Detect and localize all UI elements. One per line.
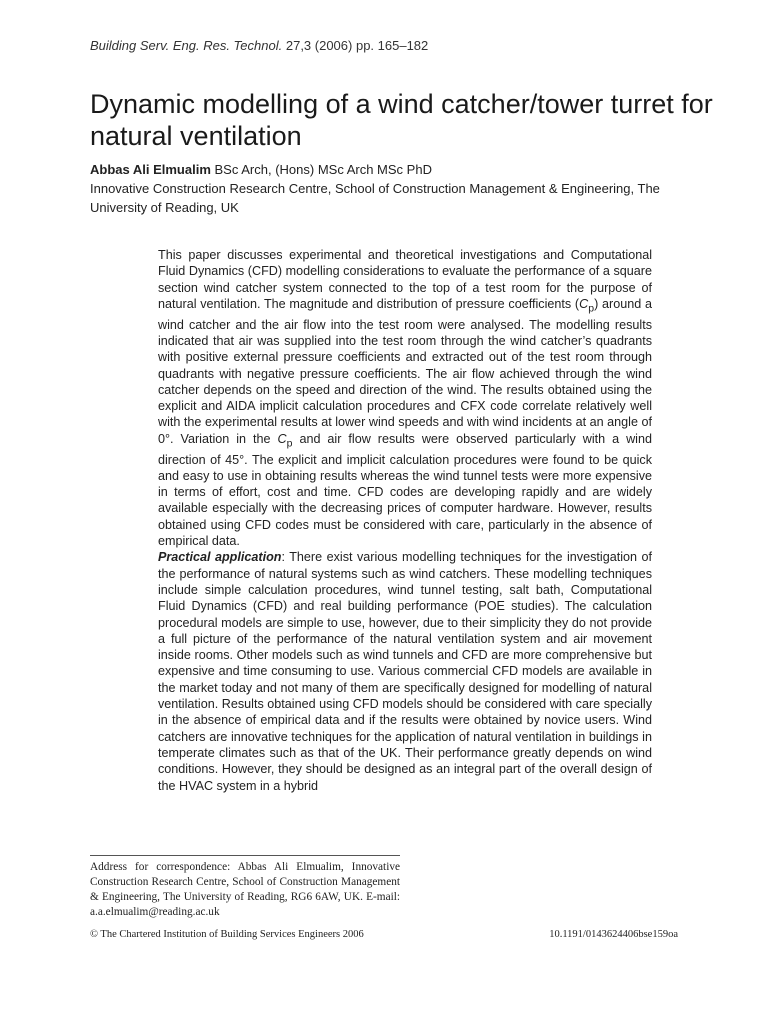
- author-name: Abbas Ali Elmualim: [90, 162, 211, 177]
- practical-application-label: Practical application: [158, 550, 282, 565]
- correspondence-footnote: Address for correspondence: Abbas Ali Elmualim, Innovative Construction Research Centre, School of Construction Management & Engineering, The University of Reading, RG6 6AW, UK. E-mail: a.a.elmualim@reading.ac.uk: [90, 855, 400, 920]
- author-affiliation: Innovative Construction Research Centre, School of Construction Management & Engineering, The University of Reading, UK: [90, 181, 660, 215]
- cp-symbol-2: C: [277, 431, 287, 446]
- journal-name: Building Serv. Eng. Res. Technol.: [90, 38, 283, 53]
- cp-subscript: p: [588, 302, 595, 315]
- doi-identifier: 10.1191/0143624406bse159oa: [549, 929, 678, 940]
- copyright-notice: © The Chartered Institution of Building Services Engineers 2006: [90, 929, 364, 940]
- abstract-text-2: ) around a wind catcher and the air flow into the test room were analysed. The modelling results indicated that air was supplied into the test room through the wind catcher’s quadrants with positive external pressure coefficients and extracted out of the test room through quadrants with negative pressure coefficients. The air flow achieved through the wind catcher depends on the speed and direction of the wind. The results obtained using the explicit and AIDA implicit calculation procedures and CFX code correlate relatively well with the experimental results at lower wind speeds and with wind incidents at an angle of 0°. Variation in the: [158, 296, 652, 446]
- abstract-text-1: This paper discusses experimental and theoretical investigations and Computational Fluid Dynamics (CFD) modelling considerations to evaluate the performance of a square section wind catcher system connected to the top of a test room for the purpose of natural ventilation. The magnitude and distribution of pressure coefficients (: [158, 248, 652, 311]
- cp-subscript-2: p: [286, 437, 293, 450]
- practical-application-text: : There exist various modelling techniques for the investigation of the performance of natural systems such as wind catchers. These modelling techniques include simple calculation procedures, wind tunnel testing, salt bath, Computational Fluid Dynamics (CFD) and real building performance (POE studies). The calculation procedural models are simple to use, however, due to their simplicity they do not provide a full picture of the performance of the natural ventilation system and air movement inside rooms. Other models such as wind tunnels and CFD are more comprehensive but expensive and time consuming to use. Various commercial CFD models are available in the market today and not many of them are specifically designed for modelling of natural ventilation. Results obtained using CFD models should be considered with care specially in the absence of empirical data and if the results were obtained by novice users. Wind catchers are innovative techniques for the application of natural ventilation in buildings in temperate climates such as that of the UK. Their performance greatly depends on wind conditions. However, they should be designed as an integral part of the overall design of the HVAC system in a hybrid: [158, 550, 652, 793]
- journal-header: [90, 38, 428, 53]
- author-block: [90, 160, 710, 217]
- cp-symbol: C: [579, 296, 589, 311]
- practical-application-paragraph: [158, 549, 652, 793]
- abstract-paragraph: [158, 247, 652, 549]
- journal-citation: 27,3 (2006) pp. 165–182: [285, 38, 429, 53]
- abstract-text-3: and air flow results were observed particularly with a wind direction of 45°. The explicit and implicit calculation procedures were found to be quick and easy to use in obtaining results whereas the wind tunnel tests were more expensive in terms of effort, cost and time. CFD codes are developing rapidly and are widely available especially with the decreasing prices of computer hardware. However, results obtained using CFD codes must be considered with care, particularly in the absence of empirical data.: [158, 431, 652, 549]
- abstract: [158, 247, 652, 794]
- author-degrees: BSc Arch, (Hons) MSc Arch MSc PhD: [214, 162, 432, 177]
- author-line: [90, 160, 710, 179]
- paper-title: Dynamic modelling of a wind catcher/tower turret for natural ventilation: [90, 89, 713, 151]
